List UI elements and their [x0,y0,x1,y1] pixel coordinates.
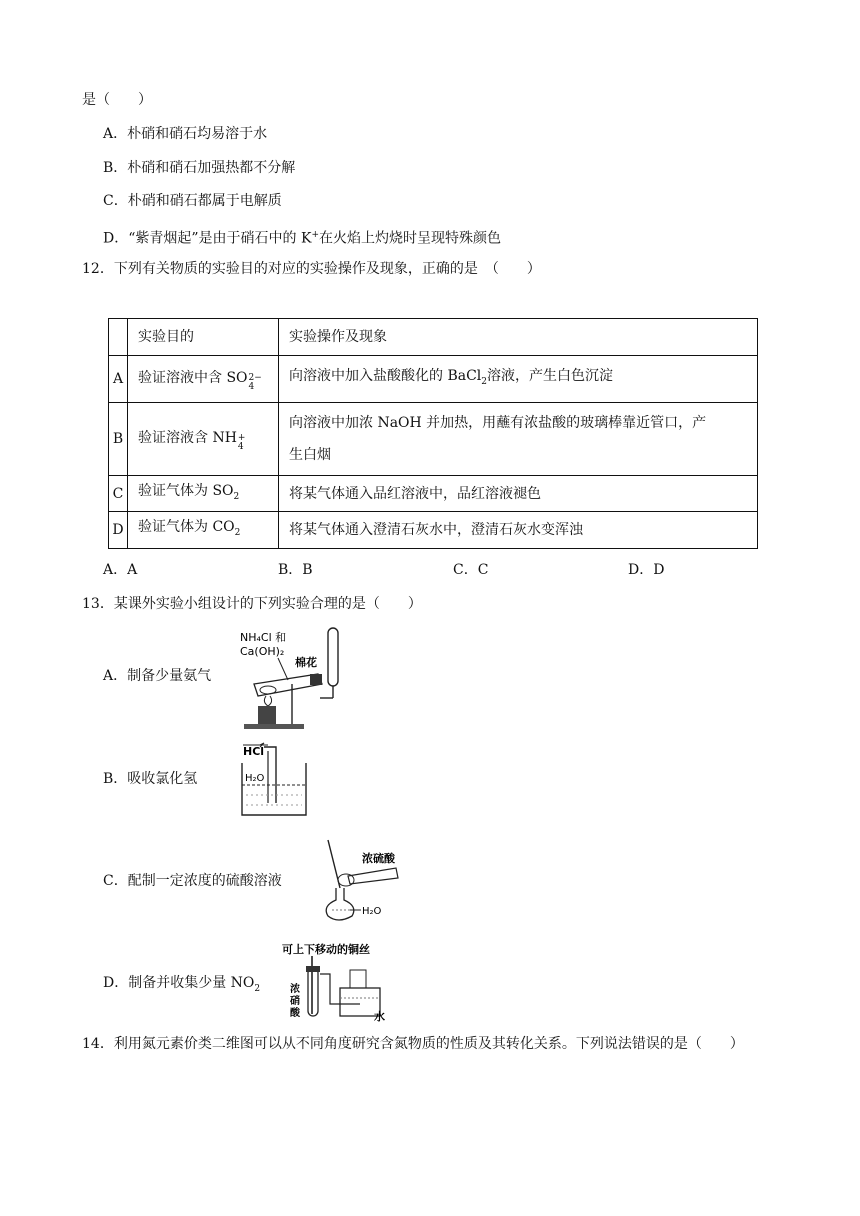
ammonia-apparatus-figure [238,626,350,732]
row-operation: 向溶液中加入盐酸酸化的 BaCl$_2$溶液，产生白色沉淀 [279,356,758,403]
q14-stem: 14．利用氮元素价类二维图可以从不同角度研究含氮物质的性质及其转化关系。下列说法错误的是（ ） [82,1036,744,1052]
table-header-row [109,319,758,356]
table-row [109,476,758,512]
table-header-cell: 实验操作及现象 [279,319,758,356]
table-row [109,356,758,403]
row-operation: 向溶液中加浓 NaOH 并加热，用蘸有浓盐酸的玻璃棒靠近管口，产 生白烟 [279,403,758,476]
hcl-absorption-figure [238,741,318,819]
table-header-cell [109,319,128,356]
sulfuric-acid-dilution-figure [310,838,406,924]
no2-collection-figure [280,940,392,1026]
q12-choice-d: D．D [628,562,665,578]
svg-text:水: 水 [374,1010,385,1023]
q11-option-b: B．朴硝和硝石加强热都不分解 [103,160,296,176]
q13-option-d: D．制备并收集少量 $NO_2$ [103,975,261,994]
q12-choice-c: C．C [453,562,489,578]
svg-text:Ca(OH)₂: Ca(OH)₂ [240,645,285,658]
svg-text:酸: 酸 [290,1008,300,1019]
row-key: D [109,512,128,549]
table-row [109,512,758,549]
q13-stem: 13．某课外实验小组设计的下列实验合理的是（ ） [82,596,422,612]
table-row [109,403,758,476]
q13-option-a: A．制备少量氨气 [103,668,212,684]
q11-option-a: A．朴硝和硝石均易溶于水 [103,126,268,142]
row-purpose: 验证溶液含 NH + 4 [128,403,279,476]
svg-text:硝: 硝 [290,996,300,1007]
q13-option-b: B．吸收氯化氢 [103,771,198,787]
q12-stem: 12．下列有关物质的实验目的对应的实验操作及现象，正确的是 （ ） [82,261,541,277]
svg-text:H₂O: H₂O [245,773,265,784]
row-key: A [109,356,128,403]
table-header-cell: 实验目的 [128,319,279,356]
svg-text:浓: 浓 [290,984,300,995]
q11-option-d: D．“紫青烟起”是由于硝石中的 K+在火焰上灼烧时呈现特殊颜色 [103,230,502,247]
row-purpose: 验证溶液中含 SO 2− 4 [128,356,279,403]
q11-option-c: C．朴硝和硝石都属于电解质 [103,193,282,209]
q12-table [108,318,758,549]
row-purpose: 验证气体为 $CO_2$ [128,512,279,549]
q11-stem-end: 是（ ） [82,92,152,108]
svg-text:H₂O: H₂O [362,906,382,917]
svg-text:浓硫酸: 浓硫酸 [362,852,395,865]
row-key: C [109,476,128,512]
svg-text:NH₄Cl 和: NH₄Cl 和 [240,631,287,644]
q13-option-c: C．配制一定浓度的硫酸溶液 [103,873,282,889]
row-purpose: 验证气体为 $SO_2$ [128,476,279,512]
row-key: B [109,403,128,476]
row-operation: 将某气体通入品红溶液中，品红溶液褪色 [279,476,758,512]
svg-text:HCl: HCl [243,745,265,758]
row-operation: 将某气体通入澄清石灰水中，澄清石灰水变浑浊 [279,512,758,549]
svg-text:棉花: 棉花 [295,656,317,669]
svg-text:可上下移动的铜丝: 可上下移动的铜丝 [282,943,370,956]
q12-choice-b: B．B [278,562,313,578]
q12-choice-a: A．A [103,562,138,578]
